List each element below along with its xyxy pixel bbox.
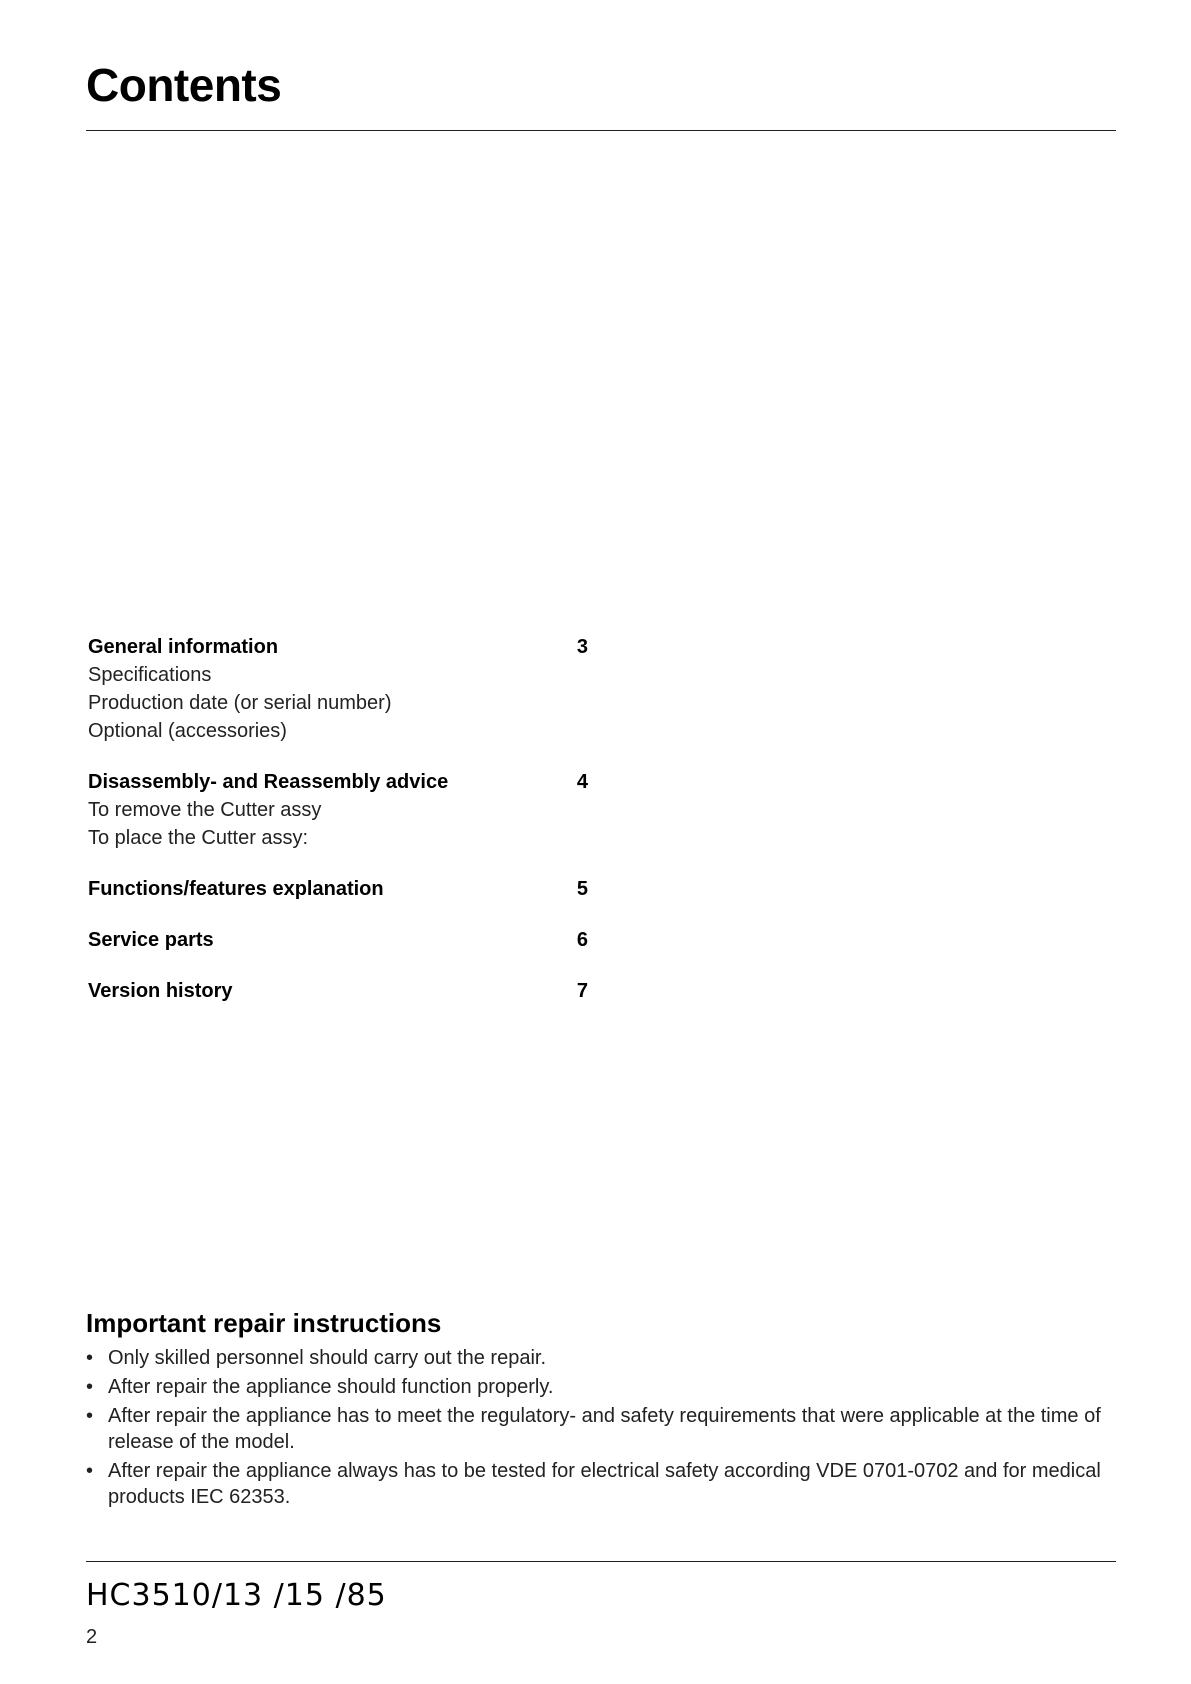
toc-subitem[interactable]: Specifications	[88, 664, 212, 686]
toc-heading[interactable]	[88, 633, 588, 661]
toc-subitem[interactable]: Optional (accessories)	[88, 720, 287, 742]
toc-page-number: 4	[576, 771, 588, 793]
repair-instructions-list	[86, 1345, 1126, 1510]
toc-section-version-history	[88, 977, 588, 1005]
toc-heading[interactable]	[88, 768, 588, 796]
bullet-icon: •	[86, 1376, 94, 1399]
list-item	[86, 1458, 1126, 1510]
toc-heading[interactable]	[88, 875, 588, 903]
model-number: HC3510/13 /15 /85	[86, 1578, 387, 1613]
toc-page-number: 3	[576, 636, 588, 658]
table-of-contents	[88, 633, 588, 1028]
repair-instructions-title: Important repair instructions	[86, 1308, 442, 1338]
toc-heading-title: General information	[88, 636, 279, 658]
list-item-text: After repair the appliance always has to be tested for electrical safety according VDE 0701‑0702 and for medical products IEC 62353.	[108, 1460, 1101, 1509]
page-title: Contents	[86, 59, 282, 111]
list-item-text: After repair the appliance has to meet the regulatory‑ and safety requirements that were applicable at the time of release of the model.	[108, 1405, 1101, 1454]
toc-subitem[interactable]: To remove the Cutter assy	[88, 799, 322, 821]
toc-heading-title: Disassembly‑ and Reassembly advice	[88, 771, 449, 793]
list-item	[86, 1345, 1126, 1371]
list-item	[86, 1403, 1126, 1455]
list-item-text: After repair the appliance should function properly.	[108, 1376, 554, 1399]
toc-section-functions	[88, 875, 588, 903]
toc-section-general-information	[88, 633, 588, 745]
toc-heading-title: Service parts	[88, 929, 214, 951]
repair-instructions	[86, 1308, 1126, 1513]
toc-page-number: 6	[576, 929, 588, 951]
toc-section-service-parts	[88, 926, 588, 954]
toc-section-disassembly	[88, 768, 588, 852]
toc-page-number: 5	[576, 878, 588, 900]
page-number: 2	[86, 1626, 98, 1648]
toc-heading-title: Functions/features explanation	[88, 878, 384, 900]
list-item	[86, 1374, 1126, 1400]
toc-subitem[interactable]: Production date (or serial number)	[88, 692, 392, 714]
bullet-icon: •	[86, 1405, 94, 1428]
footer-divider	[86, 1561, 1116, 1562]
bullet-icon: •	[86, 1347, 94, 1370]
toc-subitem[interactable]: To place the Cutter assy:	[88, 827, 309, 849]
header-divider	[86, 130, 1116, 131]
list-item-text: Only skilled personnel should carry out the repair.	[108, 1347, 547, 1370]
toc-page-number: 7	[576, 980, 588, 1002]
toc-heading[interactable]	[88, 926, 588, 954]
toc-heading[interactable]	[88, 977, 588, 1005]
toc-heading-title: Version history	[88, 980, 233, 1002]
bullet-icon: •	[86, 1460, 94, 1483]
